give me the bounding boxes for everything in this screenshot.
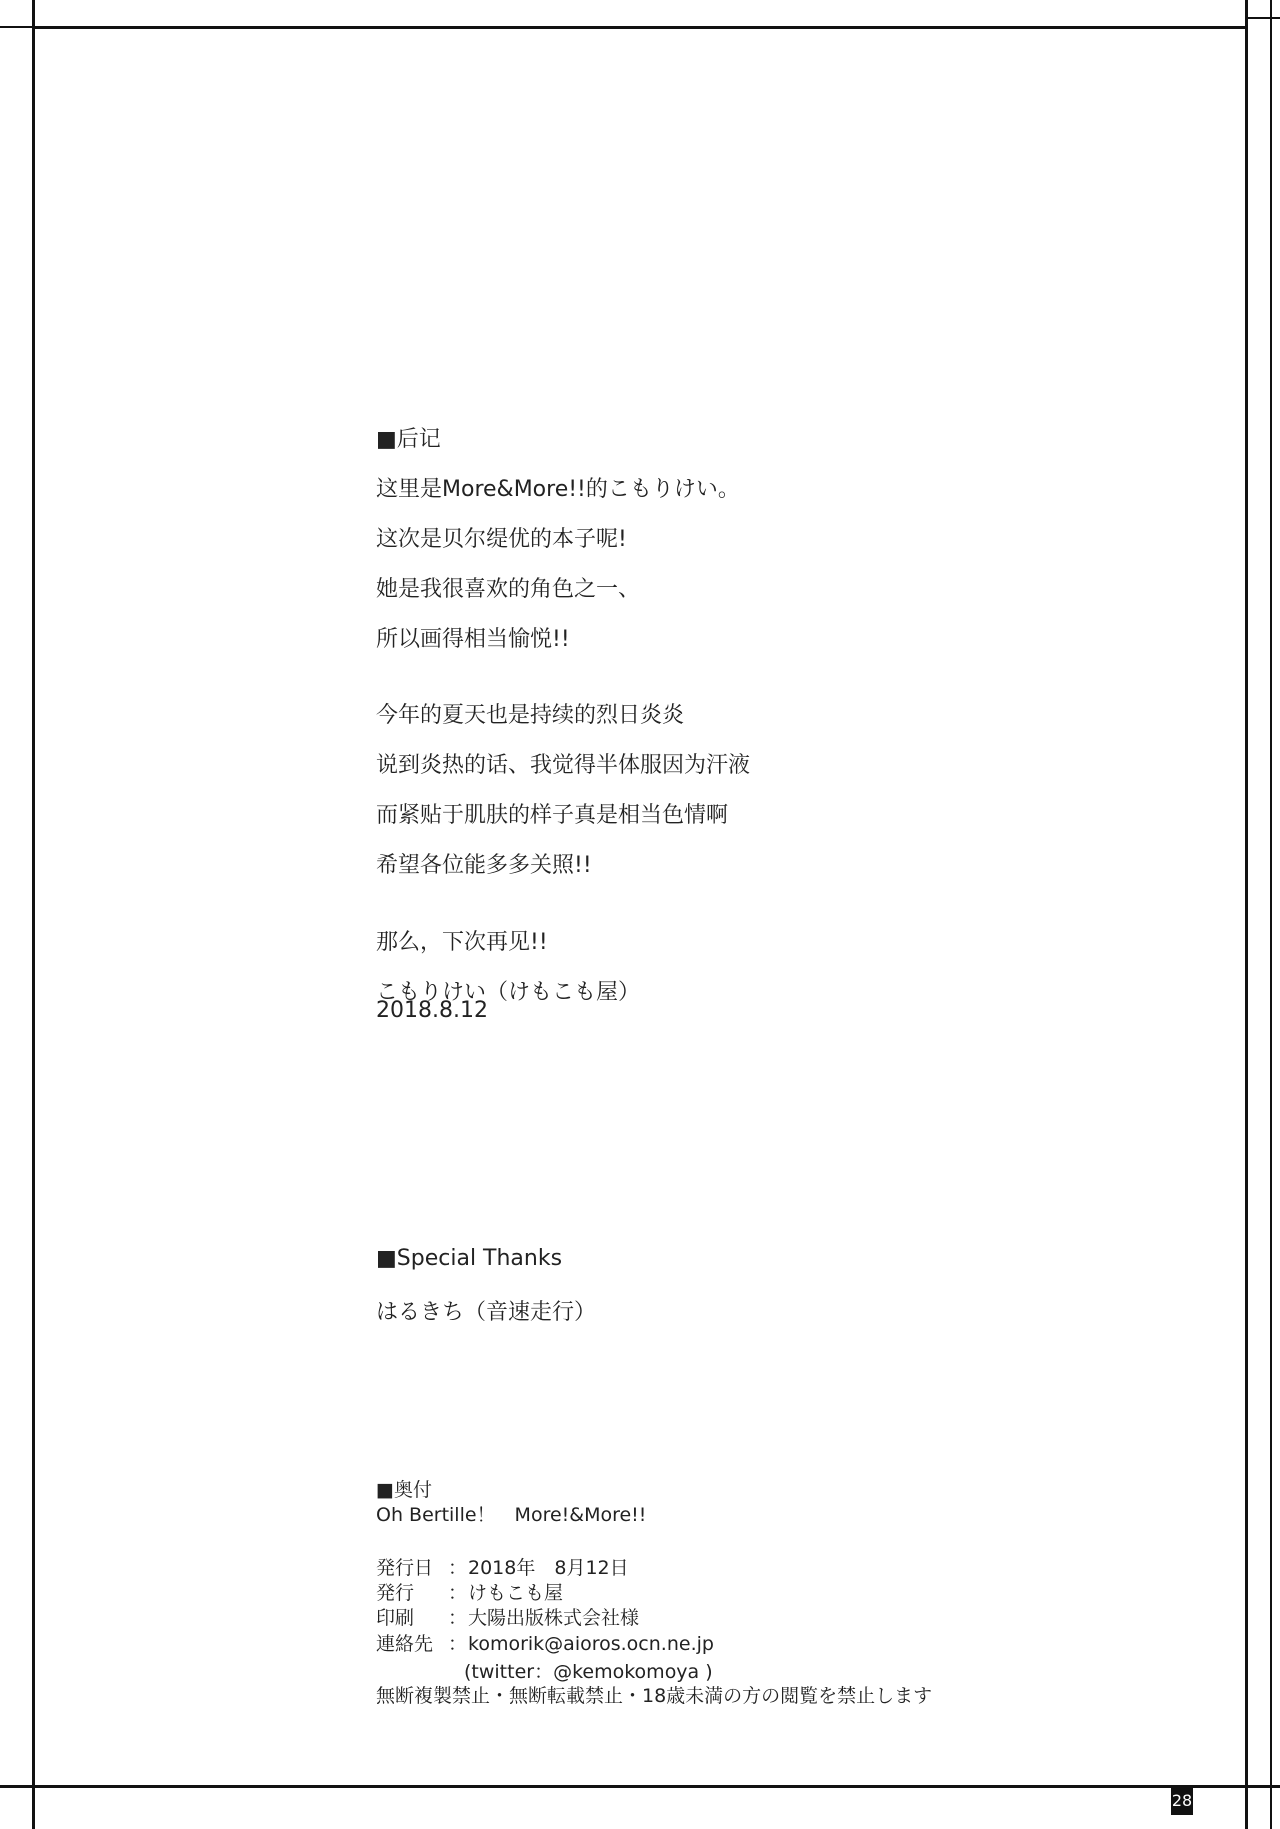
special-thanks-name: はるきち（音速走行）	[376, 1300, 597, 1325]
colophon-key: 連絡先	[376, 1633, 434, 1655]
afterword-date: 2018.8.12	[376, 998, 488, 1023]
colophon-row-printer	[376, 1603, 639, 1630]
colophon-row-date	[376, 1553, 629, 1580]
colophon-value: 大陽出版株式会社様	[468, 1607, 640, 1629]
afterword-line: 说到炎热的话、我觉得半体服因为汗液	[376, 753, 751, 778]
frame-left-line	[32, 0, 35, 1829]
colophon-notice: 無断複製禁止・無断転載禁止・18歳未満の方の閲覧を禁止します	[376, 1685, 933, 1707]
afterword-author: こもりけい（けもこも屋）	[376, 980, 641, 1005]
colophon-twitter: (twitter：@kemokomoya )	[464, 1661, 713, 1683]
special-thanks-heading: ■Special Thanks	[376, 1246, 563, 1271]
frame-bottom-line	[0, 1785, 1280, 1788]
colophon-value: komorik@aioros.ocn.ne.jp	[468, 1633, 714, 1655]
colophon-row-publisher	[376, 1578, 563, 1605]
frame-right-line	[1245, 0, 1248, 1829]
colophon-title: Oh Bertille！ More!&More!!	[376, 1504, 647, 1526]
colophon-key: 印刷	[376, 1607, 415, 1629]
colophon-key: 発行	[376, 1582, 415, 1604]
colophon-separator: ：	[448, 1633, 468, 1655]
frame-top-left-stub	[0, 26, 32, 28]
colophon-value: けもこも屋	[468, 1582, 564, 1604]
frame-top-line	[32, 26, 1248, 29]
colophon-separator: ：	[448, 1582, 468, 1604]
afterword-line: 今年的夏天也是持续的烈日炎炎	[376, 703, 685, 728]
colophon-value: 2018年 8月12日	[468, 1557, 629, 1579]
page-number: 28	[1171, 1787, 1193, 1815]
afterword-line: 所以画得相当愉悦!!	[376, 627, 570, 652]
afterword-heading: ■后记	[376, 427, 441, 452]
frame-top-right-stub	[1248, 17, 1280, 19]
colophon-separator: ：	[448, 1557, 468, 1579]
afterword-line: 而紧贴于肌肤的样子真是相当色情啊	[376, 803, 729, 828]
afterword-line: 她是我很喜欢的角色之一、	[376, 577, 641, 602]
afterword-line: 这次是贝尔缇优的本子呢!	[376, 527, 627, 552]
afterword-closing: 那么，下次再见!!	[376, 930, 548, 955]
colophon-heading: ■奥付	[376, 1479, 432, 1501]
frame-right-outer-line	[1270, 0, 1272, 1829]
colophon-key: 発行日	[376, 1557, 434, 1579]
colophon-separator: ：	[448, 1607, 468, 1629]
colophon-row-contact	[376, 1629, 714, 1656]
afterword-line: 这里是More&More!!的こもりけい。	[376, 477, 740, 502]
afterword-line: 希望各位能多多关照!!	[376, 853, 592, 878]
